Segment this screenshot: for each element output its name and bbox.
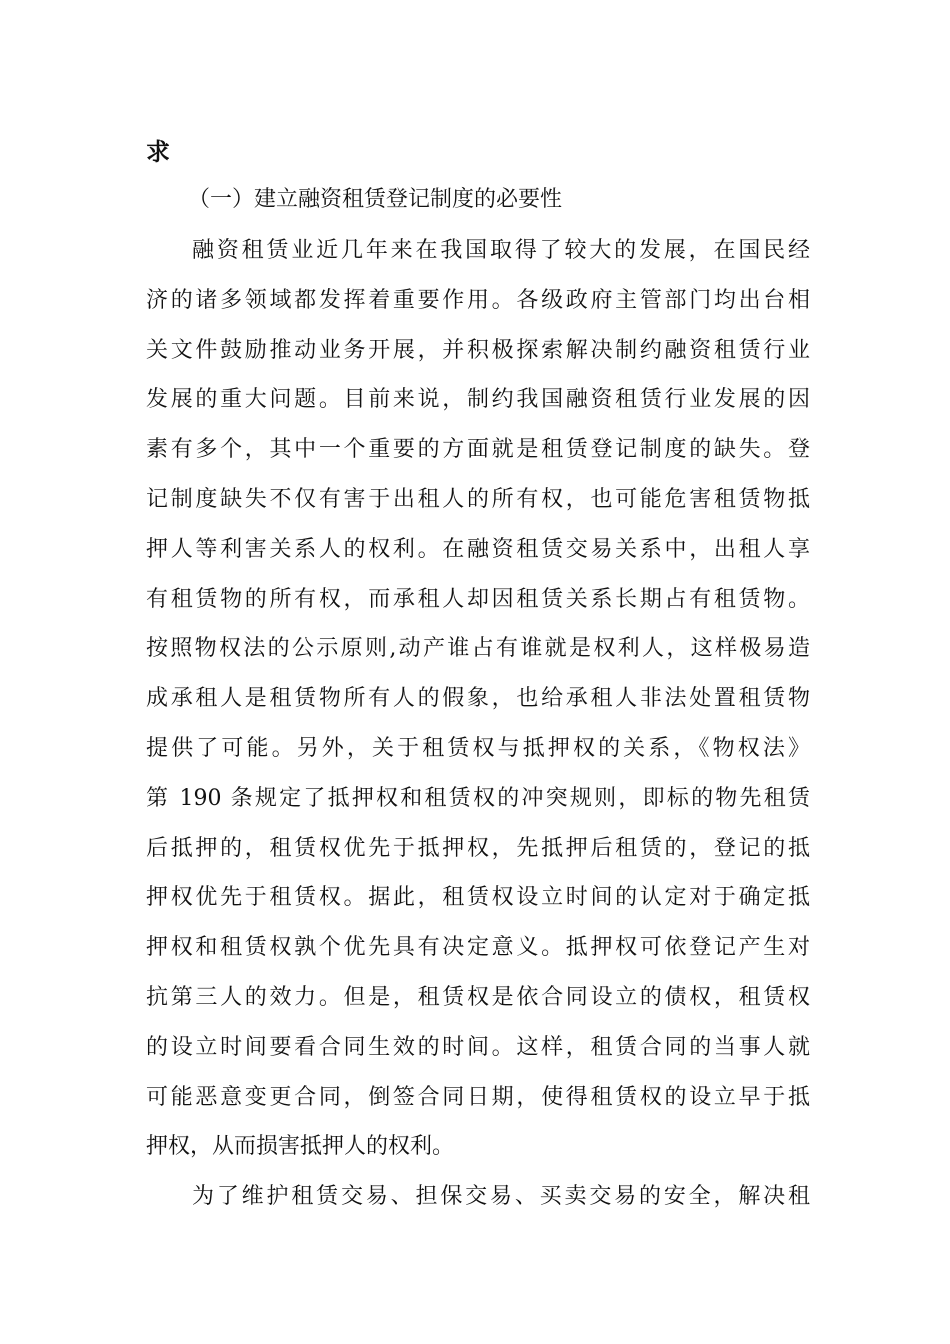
paragraph-line: 的设立时间要看合同生效的时间。这样，租赁合同的当事人就 bbox=[146, 1034, 810, 1060]
section-heading: （一）建立融资租赁登记制度的必要性 bbox=[188, 187, 563, 212]
paragraph-1 bbox=[146, 232, 810, 1178]
paragraph-line: 押人等利害关系人的权利。在融资租赁交易关系中，出租人享 bbox=[146, 536, 810, 562]
paragraph-line: 关文件鼓励推动业务开展，并积极探索解决制约融资租赁行业 bbox=[146, 337, 810, 363]
section-title-fragment: 求 bbox=[146, 137, 170, 166]
paragraph-2 bbox=[146, 1178, 810, 1228]
paragraph-line: 第 190 条规定了抵押权和租赁权的冲突规则，即标的物先租赁 bbox=[146, 785, 810, 811]
paragraph-line: 素有多个，其中一个重要的方面就是租赁登记制度的缺失。登 bbox=[146, 437, 810, 463]
paragraph-line: 押权和租赁权孰个优先具有决定意义。抵押权可依登记产生对 bbox=[146, 935, 810, 961]
paragraph-line: 后抵押的，租赁权优先于抵押权，先抵押后租赁的，登记的抵 bbox=[146, 835, 810, 861]
paragraph-line: 按照物权法的公示原则,动产谁占有谁就是权利人，这样极易造 bbox=[146, 636, 810, 662]
paragraph-line: 押权，从而损害抵押人的权利。 bbox=[146, 1134, 455, 1160]
paragraph-line: 押权优先于租赁权。据此，租赁权设立时间的认定对于确定抵 bbox=[146, 885, 810, 911]
paragraph-line: 记制度缺失不仅有害于出租人的所有权，也可能危害租赁物抵 bbox=[146, 486, 810, 512]
paragraph-line: 为了维护租赁交易、担保交易、买卖交易的安全，解决租 bbox=[192, 1184, 810, 1209]
paragraph-line: 抗第三人的效力。但是，租赁权是依合同设立的债权，租赁权 bbox=[146, 984, 810, 1010]
paragraph-line: 发展的重大问题。目前来说，制约我国融资租赁行业发展的因 bbox=[146, 387, 810, 413]
paragraph-line: 融资租赁业近几年来在我国取得了较大的发展，在国民经 bbox=[192, 238, 810, 263]
paragraph-line: 提供了可能。另外，关于租赁权与抵押权的关系，《物权法》 bbox=[146, 735, 810, 761]
paragraph-line: 可能恶意变更合同，倒签合同日期，使得租赁权的设立早于抵 bbox=[146, 1084, 810, 1110]
paragraph-line: 济的诸多领域都发挥着重要作用。各级政府主管部门均出台相 bbox=[146, 287, 810, 313]
paragraph-line: 成承租人是租赁物所有人的假象，也给承租人非法处置租赁物 bbox=[146, 686, 810, 712]
paragraph-line: 有租赁物的所有权，而承租人却因租赁关系长期占有租赁物。 bbox=[146, 586, 810, 612]
